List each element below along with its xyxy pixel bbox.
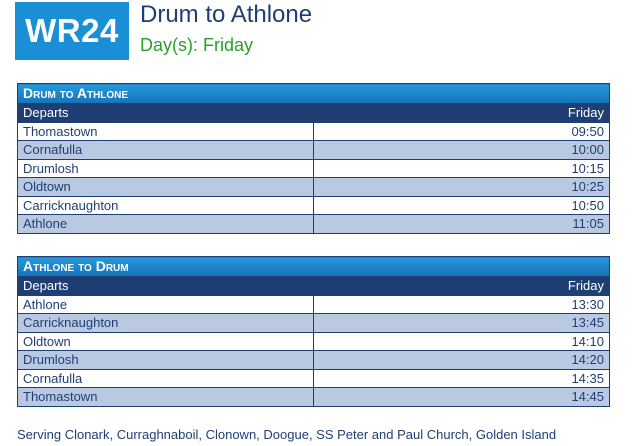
table-row — [18, 295, 610, 314]
timetable-athlone-to-drum — [17, 256, 610, 407]
operating-days: Day(s): Friday — [140, 35, 254, 55]
column-header-day: Friday — [314, 104, 610, 123]
stop-name: Thomastown — [18, 122, 314, 141]
table-row — [18, 178, 610, 197]
table-row — [18, 314, 610, 333]
stop-name: Cornafulla — [18, 369, 314, 388]
column-header-departs: Departs — [18, 104, 314, 123]
departure-time: 14:20 — [314, 351, 610, 370]
table-row — [18, 351, 610, 370]
serving-note: Serving Clonark, Curraghnaboil, Clonown, Doogue, SS Peter and Paul Church, Golden Island — [17, 427, 557, 442]
table-row — [18, 369, 610, 388]
stop-name: Athlone — [18, 215, 314, 234]
route-code-badge: WR24 — [15, 2, 129, 60]
stop-name: Drumlosh — [18, 159, 314, 178]
column-header-day: Friday — [314, 277, 610, 296]
timetable-heading: Athlone to Drum — [18, 257, 610, 277]
departure-time: 14:45 — [314, 388, 610, 407]
departure-time: 13:45 — [314, 314, 610, 333]
route-title: Drum to Athlone — [140, 1, 313, 28]
timetable-heading: Drum to Athlone — [18, 84, 610, 104]
stop-name: Oldtown — [18, 332, 314, 351]
stop-name: Drumlosh — [18, 351, 314, 370]
table-row — [18, 332, 610, 351]
table-row — [18, 122, 610, 141]
column-header-departs: Departs — [18, 277, 314, 296]
table-row — [18, 388, 610, 407]
timetable-drum-to-athlone — [17, 83, 610, 234]
departure-time: 11:05 — [314, 215, 610, 234]
stop-name: Carricknaughton — [18, 314, 314, 333]
departure-time: 14:35 — [314, 369, 610, 388]
table-row — [18, 159, 610, 178]
departure-time: 13:30 — [314, 295, 610, 314]
stop-name: Carricknaughton — [18, 196, 314, 215]
departure-time: 14:10 — [314, 332, 610, 351]
table-row — [18, 141, 610, 160]
departure-time: 10:15 — [314, 159, 610, 178]
table-row — [18, 215, 610, 234]
stop-name: Athlone — [18, 295, 314, 314]
departure-time: 10:50 — [314, 196, 610, 215]
departure-time: 09:50 — [314, 122, 610, 141]
stop-name: Oldtown — [18, 178, 314, 197]
stop-name: Thomastown — [18, 388, 314, 407]
table-row — [18, 196, 610, 215]
departure-time: 10:00 — [314, 141, 610, 160]
stop-name: Cornafulla — [18, 141, 314, 160]
departure-time: 10:25 — [314, 178, 610, 197]
